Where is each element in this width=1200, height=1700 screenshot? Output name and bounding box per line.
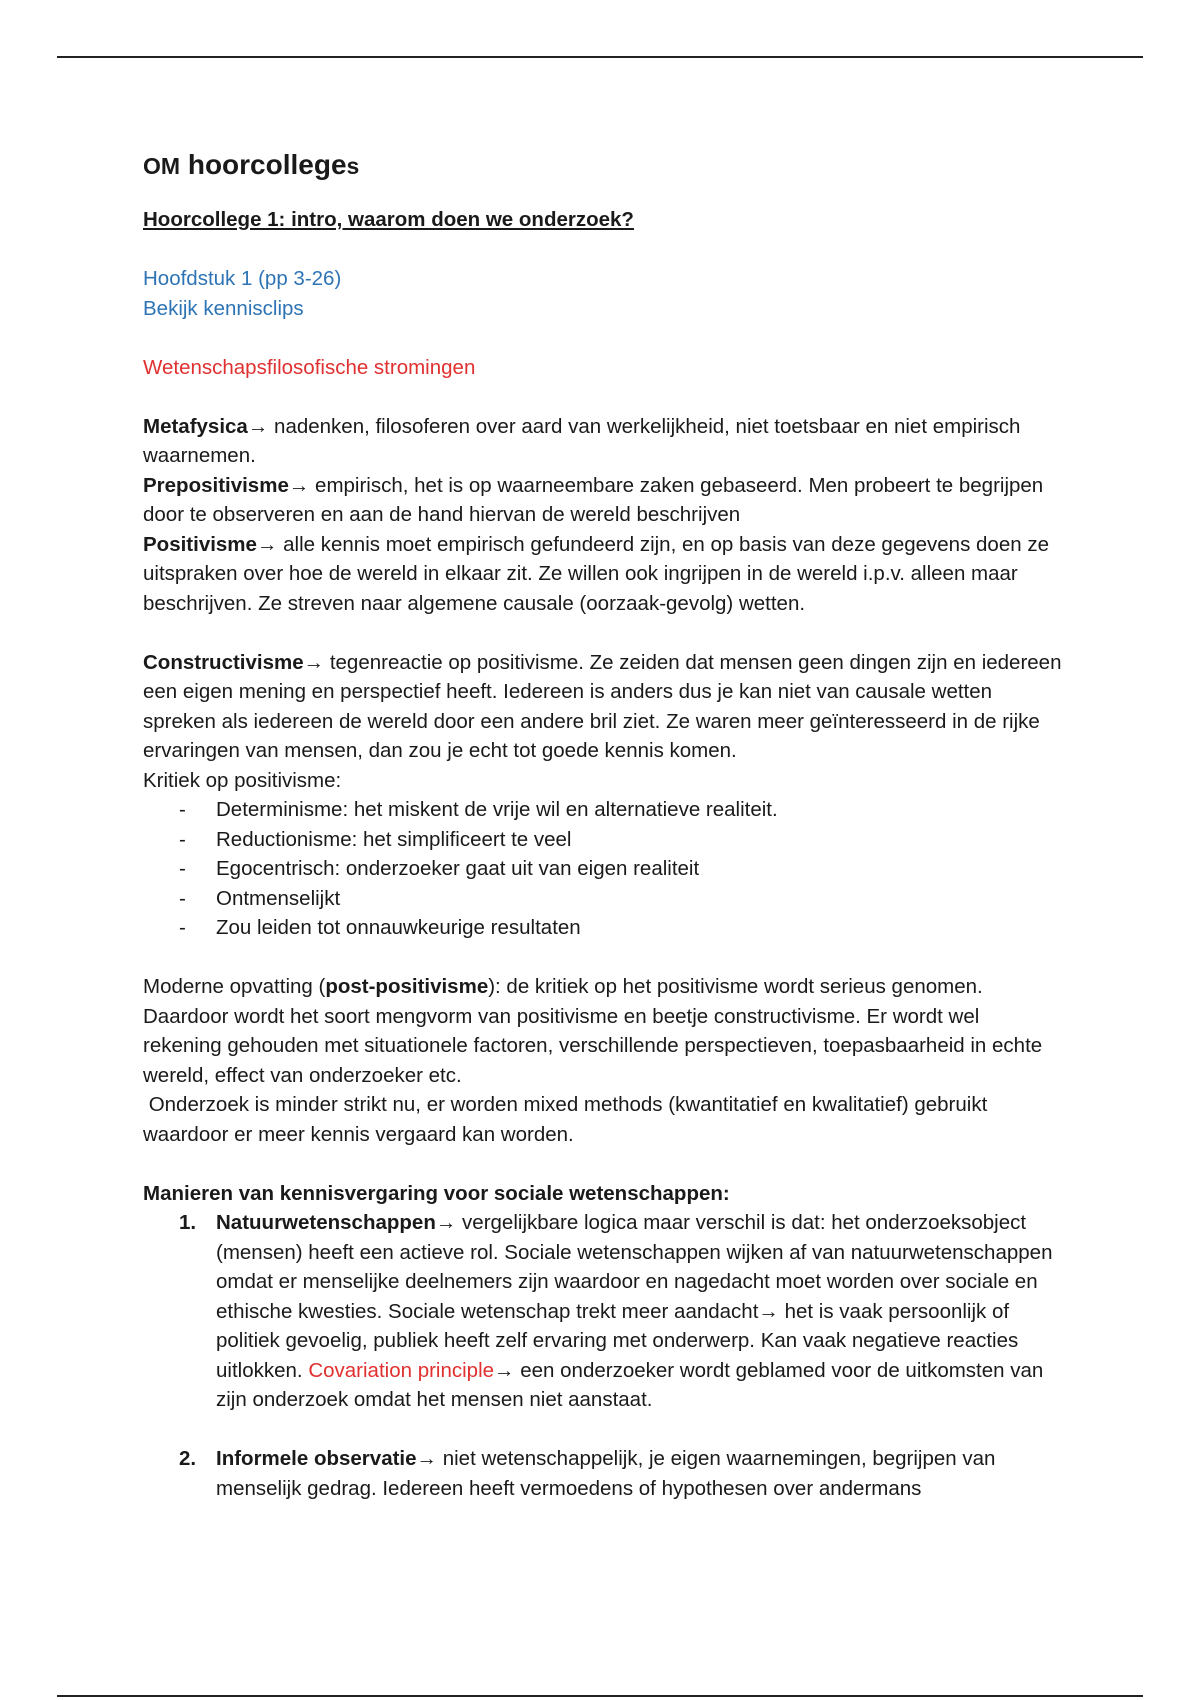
metafysica-term: Metafysica [143, 414, 248, 438]
metafysica-paragraph: Metafysica→ nadenken, filosoferen over aard van werkelijkheid, niet toetsbaar en niet empirisch waarnemen. [143, 414, 1021, 467]
arrow-glyph: → [435, 1211, 457, 1234]
prepositivisme-paragraph: Prepositivisme→ empirisch, het is op waarneembare zaken gebaseerd. Men probeert te begrijpen door te observeren en aan de hand hiervan de wereld beschrijven [143, 473, 1044, 526]
section-heading: Wetenschapsfilosofische stromingen [143, 355, 476, 379]
title-suffix: s [346, 153, 360, 179]
constructivisme-term: Constructivisme [143, 650, 304, 674]
arrow-glyph: → [494, 1358, 515, 1382]
constructivisme-paragraph: Constructivisme→ tegenreactie op positivisme. Ze zeiden dat mensen geen dingen zijn en iedereen een eigen mening en perspectief heeft. Iedereen is anders dus je kan niet van causale wetten spreken als iedereen de wereld door een andere bril ziet. Ze waren meer geïnteresseerd in de rijke ervaringen van mensen, dan zou je echt tot goede kennis komen. [143, 650, 1062, 762]
list-item: - Ontmenselijkt [143, 884, 1063, 914]
footer-rule [57, 1695, 1143, 1697]
arrow-glyph: → [303, 650, 325, 674]
informele-observatie-term: Informele observatie [216, 1447, 417, 1470]
ways-heading: Manieren van kennisvergaring voor sociale wetenschappen: [143, 1181, 730, 1205]
document-title [143, 147, 1063, 184]
arrow-glyph: → [416, 1447, 438, 1470]
modern-view-paragraph: Moderne opvatting (post-positivisme): de kritiek op het positivisme wordt serieus genomen. Daardoor wordt het soort mengvorm van positivisme en beetje constructivisme. Er wordt wel rekening gehouden met situationele factoren, verschillende perspectieven, toepasbaarheid in echte wereld, effect van onderzoeker etc. [143, 975, 1043, 1087]
positivisme-paragraph: Positivisme→ alle kennis moet empirisch gefundeerd zijn, en op basis van deze gegevens doen ze uitspraken over hoe de wereld in elkaar zit. Ze willen ook ingrijpen in de wereld i.p.v. alleen maar beschrijven. Ze streven naar algemene causale (oorzaak-gevolg) wetten. [143, 532, 1049, 615]
arrow-glyph: → [758, 1299, 779, 1323]
critique-label: Kritiek op positivisme: [143, 768, 342, 792]
list-item: - Zou leiden tot onnauwkeurige resultaten [143, 913, 1063, 943]
list-number: 1. [179, 1211, 197, 1234]
arrow-glyph: → [256, 532, 278, 556]
list-item: - Reductionisme: het simplificeert te veel [143, 825, 1063, 855]
document-body [143, 140, 1063, 1503]
ways-list [143, 1208, 1063, 1503]
arrow-glyph: → [247, 414, 269, 438]
post-positivisme-term: post-positivisme [325, 975, 489, 998]
arrow-glyph: → [288, 473, 310, 497]
list-item: - Egocentrisch: onderzoeker gaat uit van eigen realiteit [143, 854, 1063, 884]
chapter-reference: Hoofdstuk 1 (pp 3-26) [143, 267, 342, 290]
list-item: - Determinisme: het miskent de vrije wil en alternatieve realiteit. [143, 795, 1063, 825]
title-prefix: OM [143, 153, 181, 179]
covariation-principle-term: Covariation principle [308, 1358, 495, 1382]
list-number: 2. [179, 1447, 197, 1470]
positivisme-term: Positivisme [143, 532, 257, 556]
critique-list [143, 795, 1063, 943]
title-main: hoorcollege [180, 149, 347, 180]
kennisclips-reference: Bekijk kennisclips [143, 296, 304, 320]
prepositivisme-term: Prepositivisme [143, 473, 289, 497]
header-rule [57, 56, 1143, 58]
lecture-heading: Hoorcollege 1: intro, waarom doen we onderzoek? [143, 208, 634, 231]
mixed-methods-paragraph: Onderzoek is minder strikt nu, er worden mixed methods (kwantitatief en kwalitatief) gebruikt waardoor er meer kennis vergaard kan worden. [143, 1093, 993, 1146]
list-item: 2. Informele observatie→ niet wetenschappelijk, je eigen waarnemingen, begrijpen van menselijk gedrag. Iedereen heeft vermoedens of hypothesen over andermans [143, 1444, 1063, 1503]
list-item: 1. Natuurwetenschappen→ vergelijkbare logica maar verschil is dat: het onderzoeksobject (mensen) heeft een actieve rol. Sociale wetenschappen wijken af van natuurwetenschappen omdat er menselijke deelnemers zijn waardoor en nagedacht moet worden over sociale en ethische kwesties. Sociale wetenschap trekt meer aandacht→ het is vaak persoonlijk of politiek gevoelig, publiek heeft zelf ervaring met onderwerp. Kan vaak negatieve reacties uitlokken. Covariation principle→ een onderzoeker wordt geblamed voor de uitkomsten van zijn onderzoek omdat het mensen niet aanstaat. [143, 1208, 1063, 1415]
natuurwetenschappen-term: Natuurwetenschappen [216, 1211, 436, 1234]
